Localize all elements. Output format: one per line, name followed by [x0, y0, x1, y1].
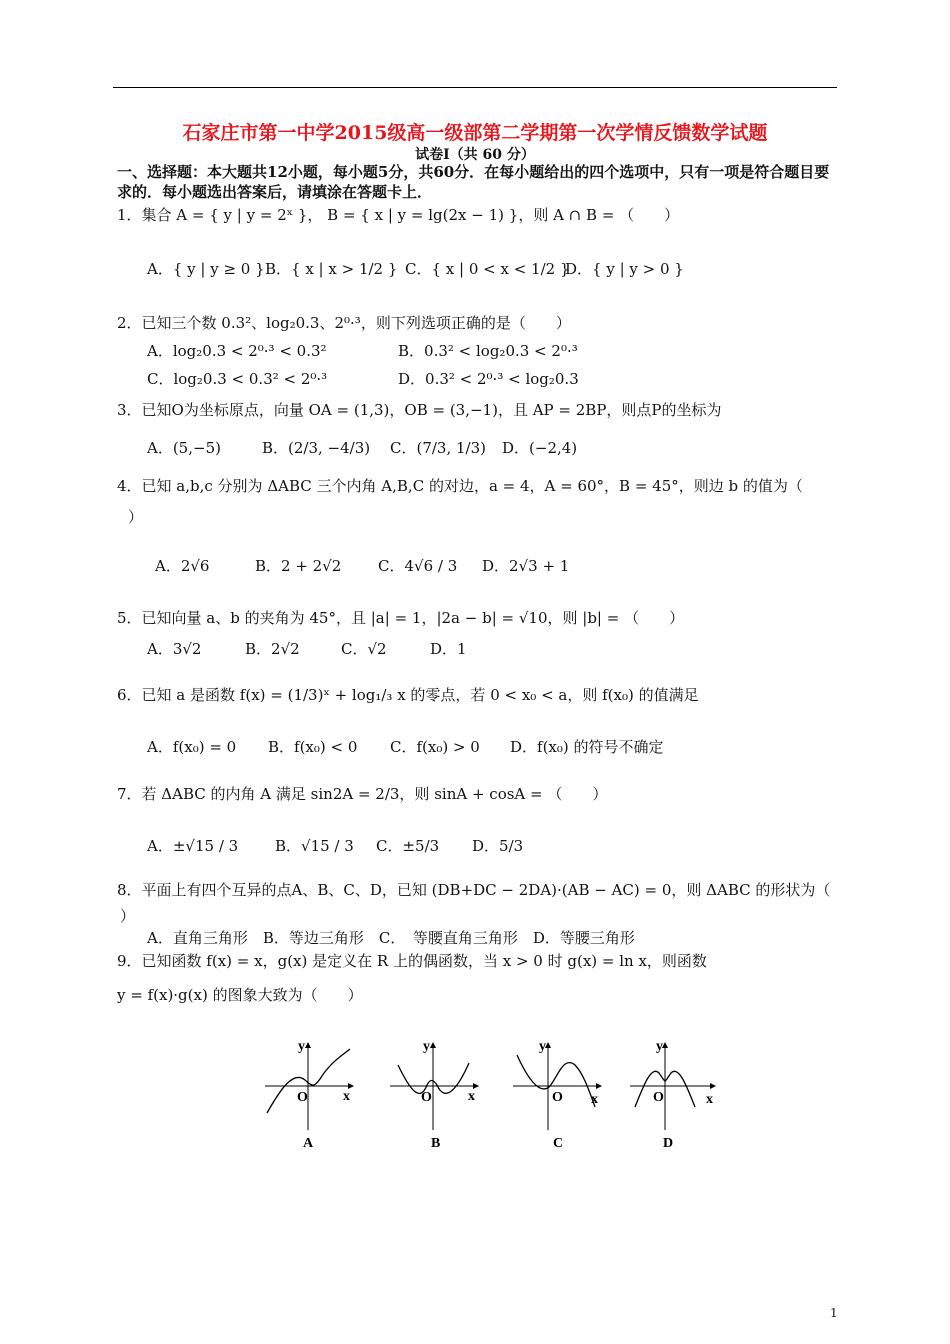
question-3-option-a: A．(5,−5) — [147, 439, 221, 457]
question-7-option-c: C．±5/3 — [376, 837, 440, 855]
question-6-option-a: A．f(x₀) = 0 — [147, 738, 237, 756]
paper-subtitle: 试卷Ⅰ（共 60 分） — [415, 147, 535, 163]
graph-d-x-label: x — [706, 1092, 713, 1107]
exam-title: 石家庄市第一中学2015级高一级部第二学期第一次学情反馈数学试题 — [182, 122, 768, 144]
question-2-option-b: B．0.3² < log₂0.3 < 2⁰·³ — [398, 342, 578, 360]
graph-b-origin-label: O — [421, 1090, 432, 1105]
graph-a-label: A — [303, 1136, 314, 1151]
question-4-stem-end: ） — [128, 508, 144, 526]
question-4-stem: 4．已知 a,b,c 分别为 ΔABC 三个内角 A,B,C 的对边，a = 4，A = 60°，B = 45°，则边 b 的值为（ — [117, 477, 803, 495]
graph-c — [513, 1039, 601, 1151]
top-rule — [113, 87, 837, 88]
question-5-option-a: A．3√2 — [147, 640, 202, 658]
graph-a-x-label: x — [343, 1089, 350, 1104]
function-graphs — [255, 1035, 735, 1155]
graph-a — [265, 1039, 353, 1151]
question-2-option-d: D．0.3² < 2⁰·³ < log₂0.3 — [398, 370, 579, 388]
question-3-option-d: D．(−2,4) — [502, 439, 578, 457]
question-7-option-b: B．√15 / 3 — [275, 837, 354, 855]
question-6-option-b: B．f(x₀) < 0 — [268, 738, 358, 756]
question-2-option-a: A．log₂0.3 < 2⁰·³ < 0.3² — [147, 342, 327, 360]
graph-d-origin-label: O — [653, 1090, 664, 1105]
question-2-option-c: C．log₂0.3 < 0.3² < 2⁰·³ — [147, 370, 328, 388]
question-9-stem-line2: y = f(x)·g(x) 的图象大致为（ ） — [117, 986, 363, 1004]
question-4-option-d: D．2√3 + 1 — [482, 557, 570, 575]
question-5-option-c: C．√2 — [341, 640, 387, 658]
question-6-option-d: D．f(x₀) 的符号不确定 — [510, 738, 664, 756]
question-3-option-c: C．(7/3, 1/3) — [390, 439, 486, 457]
question-1-option-c: C．{ x | 0 < x < 1/2 } — [405, 260, 570, 278]
question-5-option-d: D．1 — [430, 640, 467, 658]
question-7-stem: 7．若 ΔABC 的内角 A 满足 sin2A = 2/3，则 sinA + cosA = （ ） — [117, 785, 608, 803]
graph-c-label: C — [553, 1136, 564, 1151]
question-5-stem: 5．已知向量 a、b 的夹角为 45°，且 |a| = 1，|2a − b| = √10，则 |b| = （ ） — [117, 609, 685, 627]
question-9-stem: 9．已知函数 f(x) = x，g(x) 是定义在 R 上的偶函数，当 x > 0 时 g(x) = ln x，则函数 — [117, 952, 707, 970]
question-8-options: A．直角三角形 B．等边三角形 C． 等腰直角三角形 D．等腰三角形 — [147, 929, 635, 947]
question-6-option-c: C．f(x₀) > 0 — [390, 738, 480, 756]
question-4-option-a: A．2√6 — [155, 557, 210, 575]
question-5-option-b: B．2√2 — [245, 640, 300, 658]
question-4-option-c: C．4√6 / 3 — [378, 557, 458, 575]
graph-b-label: B — [431, 1136, 441, 1151]
graph-c-origin-label: O — [552, 1090, 563, 1105]
question-7-option-d: D．5/3 — [472, 837, 524, 855]
question-1-stem: 1．集合 A = { y | y = 2ˣ }， B = { x | y = lg(2x − 1) }，则 A ∩ B = （ ） — [117, 206, 680, 224]
question-1-option-d: D．{ y | y > 0 } — [565, 260, 684, 278]
graph-d-y-label: y — [656, 1039, 663, 1054]
question-1-option-b: B．{ x | x > 1/2 } — [265, 260, 398, 278]
question-8-stem: 8．平面上有四个互异的点A、B、C、D，已知 (DB+DC − 2DA)·(AB − AC) = 0，则 ΔABC 的形状为（ — [117, 881, 831, 899]
question-4-option-b: B．2 + 2√2 — [255, 557, 342, 575]
page-number: 1 — [830, 1306, 838, 1320]
question-2-stem: 2．已知三个数 0.3²、log₂0.3、2⁰·³，则下列选项正确的是（ ） — [117, 314, 571, 332]
question-1-option-a: A．{ y | y ≥ 0 } — [147, 260, 265, 278]
graph-c-x-label: x — [591, 1092, 598, 1107]
graph-d — [630, 1039, 715, 1151]
graph-a-origin-label: O — [297, 1090, 308, 1105]
question-3-option-b: B．(2/3, −4/3) — [262, 439, 371, 457]
graph-b-x-label: x — [468, 1089, 475, 1104]
question-6-stem: 6．已知 a 是函数 f(x) = (1/3)ˣ + log₁/₃ x 的零点，若 0 < x₀ < a，则 f(x₀) 的值满足 — [117, 686, 699, 704]
section-instructions: 一、选择题：本大题共12小题，每小题5分，共60分．在每小题给出的四个选项中，只有一项是符合题目要求的．每小题选出答案后，请填涂在答题卡上． — [117, 163, 830, 201]
graph-d-label: D — [663, 1136, 674, 1151]
question-7-option-a: A．±√15 / 3 — [147, 837, 239, 855]
graph-a-y-label: y — [298, 1039, 305, 1054]
graph-c-y-label: y — [539, 1039, 546, 1054]
graph-b-y-label: y — [423, 1039, 430, 1054]
question-3-stem: 3．已知O为坐标原点，向量 OA = (1,3)，OB = (3,−1)，且 AP = 2BP，则点P的坐标为 — [117, 401, 722, 419]
question-8-stem-end: ） — [120, 907, 136, 925]
graph-b — [390, 1039, 478, 1151]
